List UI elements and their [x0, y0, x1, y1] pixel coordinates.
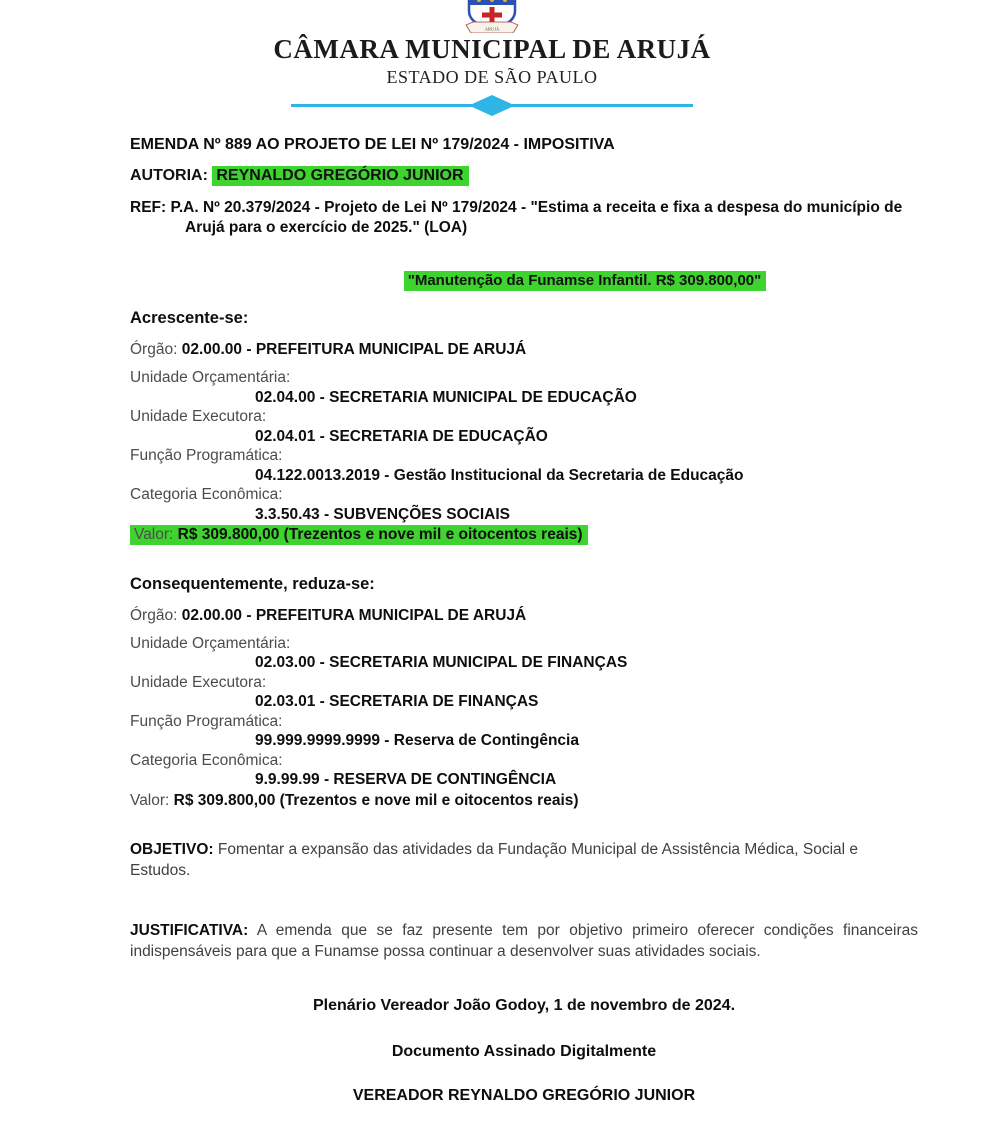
justificativa-text: A emenda que se faz presente tem por objetivo primeiro oferecer condições financeiras indispensáveis para que a Funamse possa continuar a desenvolver suas atividades sociais. [130, 922, 918, 960]
valor-line-highlighted [130, 525, 918, 545]
row-label: Função Programática: [130, 712, 283, 730]
document-header [0, 0, 984, 116]
document-footer [130, 997, 918, 1105]
ref-text: P.A. Nº 20.379/2024 - Projeto de Lei Nº 179/2024 - "Estima a receita e fixa a despesa do município de Arujá para o exercício de 2025." (LOA) [170, 199, 903, 236]
section-heading-reduza: Consequentemente, reduza-se: [130, 574, 375, 593]
objetivo-text: Fomentar a expansão das atividades da Fundação Municipal de Assistência Médica, Social e Estudos. [130, 841, 859, 879]
row-value: 9.9.99.99 - RESERVA DE CONTINGÊNCIA [255, 771, 557, 788]
orgao-value: 02.00.00 - PREFEITURA MUNICIPAL DE ARUJÁ [181, 606, 527, 624]
coat-of-arms-icon [0, 0, 984, 33]
orgao-label: Órgão: [130, 606, 178, 624]
budget-row [130, 446, 918, 485]
section-heading-acrescente: Acrescente-se: [130, 309, 249, 327]
organization-name: CÂMARA MUNICIPAL DE ARUJÁ [273, 34, 711, 64]
valor-value: R$ 309.800,00 (Trezentos e nove mil e oitocentos reais) [173, 791, 579, 809]
row-value: 04.122.0013.2019 - Gestão Institucional da Secretaria de Educação [255, 466, 744, 484]
row-value: 02.03.01 - SECRETARIA DE FINANÇAS [255, 693, 539, 710]
row-label: Unidade Orçamentária: [130, 634, 291, 652]
orgao-line [130, 341, 918, 359]
orgao-line [130, 607, 918, 625]
budget-fields-add [130, 368, 918, 545]
orgao-label: Órgão: [130, 341, 178, 358]
row-value: 3.3.50.43 - SUBVENÇÕES SOCIAIS [255, 505, 510, 523]
budget-row [130, 751, 918, 790]
autoria-line [130, 167, 918, 185]
budget-row [130, 368, 918, 407]
row-value: 02.04.00 - SECRETARIA MUNICIPAL DE EDUCAÇÃO [255, 388, 637, 406]
autoria-label: AUTORIA: [130, 167, 208, 184]
row-value: 02.04.01 - SECRETARIA DE EDUCAÇÃO [255, 427, 548, 445]
subject-quote-highlight: "Manutenção da Funamse Infantil. R$ 309.800,00" [404, 271, 767, 291]
valor-line [130, 791, 918, 811]
emenda-title: EMENDA Nº 889 AO PROJETO DE LEI Nº 179/2024 - IMPOSITIVA [130, 136, 615, 153]
row-label: Categoria Econômica: [130, 751, 283, 769]
row-label: Função Programática: [130, 447, 283, 464]
subject-quote-row [130, 271, 984, 291]
autoria-value-highlight: REYNALDO GREGÓRIO JUNIOR [212, 166, 468, 186]
row-value: 02.03.00 - SECRETARIA MUNICIPAL DE FINANÇAS [255, 654, 628, 671]
row-value: 99.999.9999.9999 - Reserva de Contingência [255, 732, 579, 749]
crest-banner-label: ARUJÁ [484, 26, 500, 32]
budget-fields-reduce [130, 634, 918, 811]
budget-row [130, 634, 918, 673]
document-body [0, 136, 984, 1105]
justificativa-paragraph [130, 920, 918, 962]
valor-label: Valor: [130, 791, 170, 809]
state-subtitle: ESTADO DE SÃO PAULO [386, 67, 598, 87]
budget-row [130, 407, 918, 446]
budget-row [130, 712, 918, 751]
objetivo-label: OBJETIVO: [130, 841, 214, 858]
valor-value: R$ 309.800,00 (Trezentos e nove mil e oitocentos reais) [177, 526, 583, 543]
budget-row [130, 673, 918, 712]
footer-signature-note: Documento Assinado Digitalmente [391, 1043, 657, 1060]
row-label: Unidade Executora: [130, 408, 267, 425]
ref-line [130, 198, 918, 238]
diamond-ornament [469, 95, 515, 116]
ref-label: REF: [130, 199, 167, 216]
budget-row [130, 485, 918, 524]
footer-signer: VEREADOR REYNALDO GREGÓRIO JUNIOR [352, 1087, 696, 1104]
row-label: Unidade Executora: [130, 673, 267, 691]
justificativa-label: JUSTIFICATIVA: [130, 922, 249, 939]
orgao-value: 02.00.00 - PREFEITURA MUNICIPAL DE ARUJÁ [181, 341, 527, 358]
row-label: Unidade Orçamentária: [130, 369, 291, 386]
footer-place-date: Plenário Vereador João Godoy, 1 de novembro de 2024. [312, 997, 736, 1014]
objetivo-paragraph [130, 839, 918, 881]
row-label: Categoria Econômica: [130, 486, 283, 503]
header-divider [291, 94, 693, 116]
valor-label: Valor: [134, 526, 174, 543]
